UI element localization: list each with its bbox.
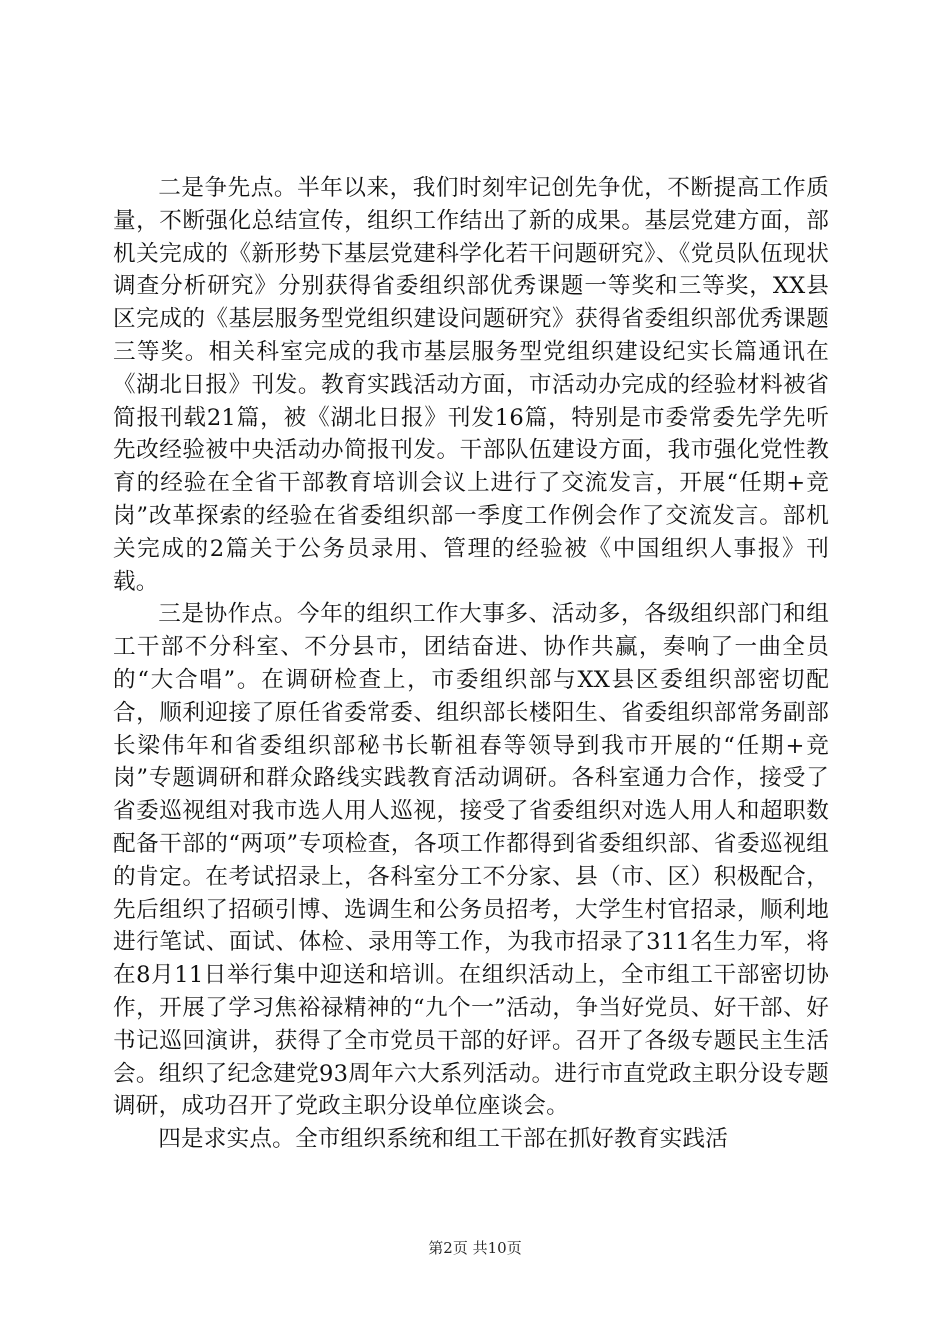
paragraph-pragmatism: 四是求实点。全市组织系统和组工干部在抓好教育实践活	[158, 1126, 729, 1153]
page-indicator: 第2页 共10页	[428, 1239, 522, 1257]
paragraph-competition: 二是争先点。半年以来，我们时刻牢记创先争优，不断提高工作质量，不断强化总结宣传，组织工作结出了新的成果。基层党建方面，部机关完成的《新形势下基层党建科学化若干问题研究》、《党员队伍现状调查分析研究》分别获得省委组织部优秀课题一等奖和三等奖，XX县区完成的《基层服务型党组织建设问题研究》获得省委组织部优秀课题三等奖。相关科室完成的我市基层服务型党组织建设纪实长篇通讯在《湖北日报》刊发。教育实践活动方面，市活动办完成的经验材料被省简报刊载21篇，被《湖北日报》刊发16篇，特别是市委常委先学先听先改经验被中央活动办简报刊发。干部队伍建设方面，我市强化党性教育的经验在全省干部教育培训会议上进行了交流发言，开展“任期+竞岗”改革探索的经验在省委组织部一季度工作例会作了交流发言。部机关完成的2篇关于公务员录用、管理的经验被《中国组织人事报》刊载。	[113, 175, 830, 595]
page-footer	[0, 1238, 950, 1258]
document-body	[113, 172, 829, 1156]
paragraph-cooperation: 三是协作点。今年的组织工作大事多、活动多，各级组织部门和组工干部不分科室、不分县市，团结奋进、协作共赢，奏响了一曲全员的“大合唱”。在调研检查上，市委组织部与XX县区委组织部密切配合，顺利迎接了原任省委常委、组织部长楼阳生、省委组织部常务副部长梁伟年和省委组织部秘书长靳祖春等领导到我市开展的“任期+竞岗”专题调研和群众路线实践教育活动调研。各科室通力合作，接受了省委巡视组对我市选人用人巡视，接受了省委组织对选人用人和超职数配备干部的“两项”专项检查，各项工作都得到省委组织部、省委巡视组的肯定。在考试招录上，各科室分工不分家、县（市、区）积极配合，先后组织了招硕引博、选调生和公务员招考，大学生村官招录，顺利地进行笔试、面试、体检、录用等工作，为我市招录了311名生力军，将在8月11日举行集中迎送和培训。在组织活动上，全市组工干部密切协作，开展了学习焦裕禄精神的“九个一”活动，争当好党员、好干部、好书记巡回演讲，获得了全市党员干部的好评。召开了各级专题民主生活会。组织了纪念建党93周年六大系列活动。进行市直党政主职分设专题调研，成功召开了党政主职分设单位座谈会。	[113, 601, 830, 1120]
